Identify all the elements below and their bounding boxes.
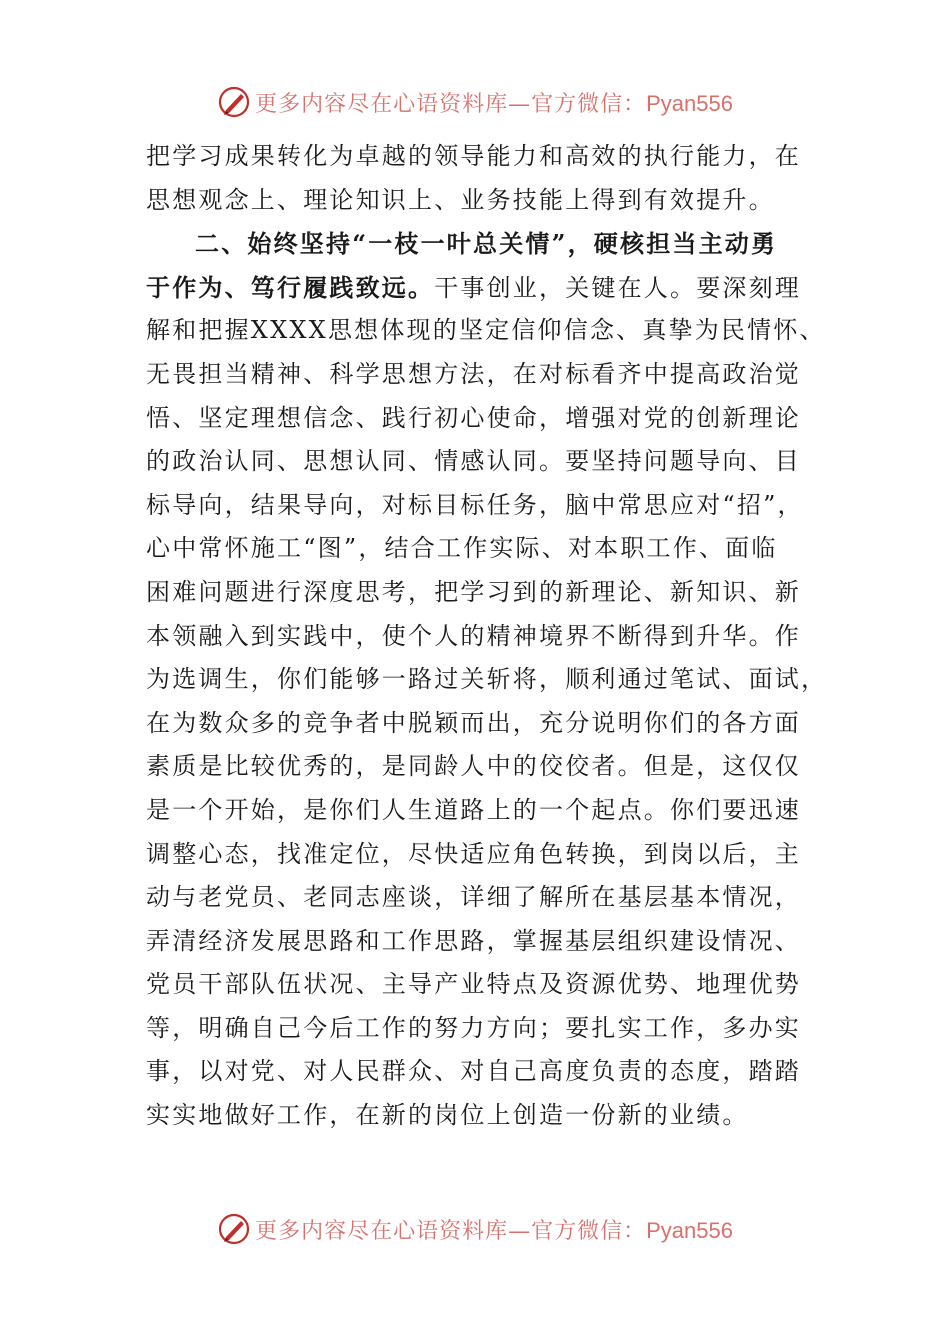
paragraph-line: 实实地做好工作，在新的岗位上创造一份新的业绩。	[146, 1101, 749, 1130]
paragraph-line: 困难问题进行深度思考，把学习到的新理论、新知识、新	[146, 577, 801, 606]
paragraph-line: 党员干部队伍状况、主导产业特点及资源优势、地理优势	[146, 970, 801, 999]
paragraph-line: 弄清经济发展思路和工作思路，掌握基层组织建设情况、	[146, 926, 801, 955]
paragraph-line	[146, 266, 806, 310]
paragraph-line: 解和把握XXXX思想体现的坚定信仰信念、真挚为民情怀、	[146, 316, 826, 345]
paragraph-line: 无畏担当精神、科学思想方法，在对标看齐中提高政治觉	[146, 359, 801, 388]
paragraph-line: 事，以对党、对人民群众、对自己高度负责的态度，踏踏	[146, 1057, 801, 1086]
pen-logo-icon	[217, 85, 251, 119]
paragraph-line: 动与老党员、老同志座谈，详细了解所在基层基本情况，	[146, 883, 801, 912]
header-wechat-id: Pyan556	[646, 90, 733, 116]
paragraph-line: 等，明确自己今后工作的努力方向；要扎实工作，多办实	[146, 1013, 801, 1042]
paragraph-line: 本领融入到实践中，使个人的精神境界不断得到升华。作	[146, 621, 801, 650]
document-body	[146, 135, 828, 1138]
paragraph-line: 是一个开始，是你们人生道路上的一个起点。你们要迅速	[146, 795, 801, 824]
section-heading-tail: 于作为、笃行履践致远。	[146, 272, 435, 302]
header-banner-text: 更多内容尽在心语资料库—官方微信：Pyan556	[255, 90, 733, 117]
header-banner	[0, 80, 950, 124]
paragraph-line: 思想观念上、理论知识上、业务技能上得到有效提升。	[146, 185, 775, 214]
footer-banner-text: 更多内容尽在心语资料库—官方微信：Pyan556	[255, 1217, 733, 1244]
paragraph-line: 悟、坚定理想信念、践行初心使命，增强对党的创新理论	[146, 403, 801, 432]
pen-logo-icon	[217, 1212, 251, 1246]
paragraph-line: 素质是比较优秀的，是同龄人中的佼佼者。但是，这仅仅	[146, 752, 801, 781]
paragraph-line: 调整心态，找准定位，尽快适应角色转换，到岗以后，主	[146, 839, 801, 868]
footer-banner	[0, 1207, 950, 1251]
paragraph-line: 的政治认同、思想认同、情感认同。要坚持问题导向、目	[146, 447, 801, 476]
paragraph-line: 为选调生，你们能够一路过关斩将，顺利通过笔试、面试，	[146, 665, 828, 694]
paragraph-line: 心中常怀施工“图”，结合工作实际、对本职工作、面临	[146, 534, 778, 563]
paragraph-line: 把学习成果转化为卓越的领导能力和高效的执行能力，在	[146, 142, 801, 170]
footer-wechat-id: Pyan556	[646, 1217, 733, 1243]
paragraph-line: 标导向，结果导向，对标目标任务，脑中常思应对“招”，	[146, 490, 804, 519]
paragraph-line: 在为数众多的竞争者中脱颖而出，充分说明你们的各方面	[146, 708, 801, 737]
section-heading-line: 二、始终坚持“一枝一叶总关情”，硬核担当主动勇	[195, 229, 778, 259]
paragraph-text: 干事创业，关键在人。要深刻理	[434, 273, 802, 302]
